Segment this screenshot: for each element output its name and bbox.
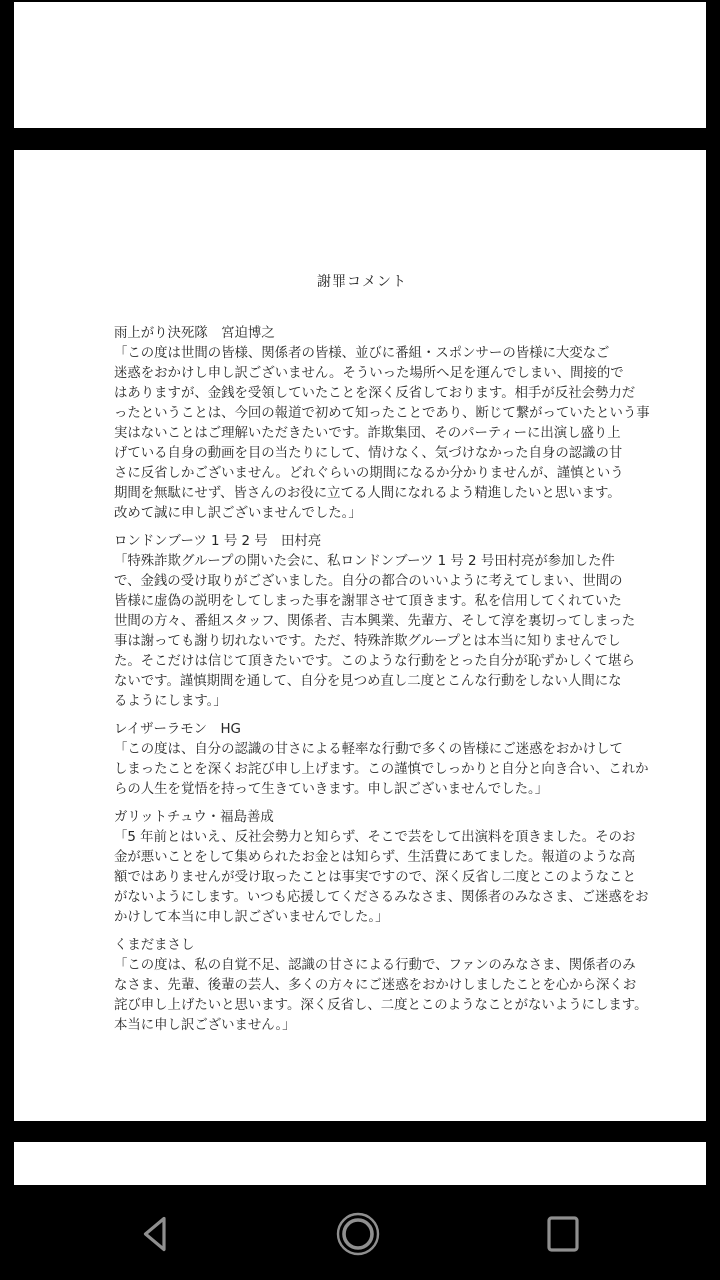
recents-button[interactable]: [535, 1206, 591, 1262]
section-line: た。そこだけは信じて頂きたいです。このような行動をとった自分が恥ずかしくて堪ら: [114, 654, 635, 669]
section-line: 世間の方々、番組スタッフ、関係者、吉本興業、先輩方、そして淳を裏切ってしまった: [114, 614, 636, 629]
pdf-page-previous[interactable]: [14, 2, 706, 128]
section-line: 期間を無駄にせず、皆さんのお役に立てる人間になれるよう精進したいと思います。: [114, 486, 621, 501]
section-line: 事は謝っても謝り切れないです。ただ、特殊詐欺グループとは本当に知りませんでし: [114, 634, 621, 649]
section-line: 「5 年前とはいえ、反社会勢力と知らず、そこで芸をして出演料を頂きました。そのお: [114, 830, 636, 845]
android-navigation-bar: [0, 1185, 720, 1280]
section-line: 改めて誠に申し訳ございませんでした。」: [114, 506, 362, 521]
section: [114, 324, 650, 524]
home-button[interactable]: [330, 1206, 386, 1262]
section: [114, 720, 649, 800]
section-header: レイザーラモン HG: [114, 722, 241, 737]
back-button[interactable]: [127, 1206, 183, 1262]
section: [114, 936, 648, 1036]
section-header: くまだまさし: [114, 938, 195, 953]
section-line: ったということは、今回の報道で初めて知ったことであり、断じて繋がっていたという事: [114, 406, 650, 421]
section-header: 雨上がり決死隊 宮迫博之: [114, 326, 275, 341]
section-line: 実はないことはご理解いただきたいです。詐欺集団、そのパーティーに出演し盛り上: [114, 426, 621, 441]
section-line: 詫び申し上げたいと思います。深く反省し、二度とこのようなことがないようにします。: [114, 998, 648, 1013]
recents-square-icon: [547, 1215, 579, 1253]
section-line: 「この度は、私の自覚不足、認識の甘さによる行動で、ファンのみなさま、関係者のみ: [114, 958, 636, 973]
home-circle-icon: [335, 1211, 381, 1257]
section-line: しまったことを深くお詫び申し上げます。この謹慎でしっかりと自分と向き合い、これか: [114, 762, 649, 777]
section-line: 額ではありませんが受け取ったことは事実ですので、深く反省し二度とこのようなこと: [114, 870, 636, 885]
section-line: げている自身の動画を目の当たりにして、情けなく、気づけなかった自身の認識の甘: [114, 446, 623, 461]
section-line: 金が悪いことをして集められたお金とは知らず、生活費にあてました。報道のような高: [114, 850, 636, 865]
section-header: ロンドンブーツ 1 号 2 号 田村亮: [114, 534, 322, 549]
section-line: ないです。謹慎期間を通して、自分を見つめ直し二度とこんな行動をしない人間にな: [114, 674, 622, 689]
section-line: はありますが、金銭を受領していたことを深く反省しております。相手が反社会勢力だ: [114, 386, 636, 401]
section-line: がないようにします。いつも応援してくださるみなさま、関係者のみなさま、ご迷惑をお: [114, 890, 649, 905]
document-sections: [114, 324, 650, 1036]
section: [114, 532, 636, 712]
pdf-page-next[interactable]: [14, 1142, 706, 1185]
section-line: 本当に申し訳ございません。」: [114, 1018, 296, 1033]
section-line: なさま、先輩、後輩の芸人、多くの方々にご迷惑をおかけしましたことを心から深くお: [114, 978, 637, 993]
section-line: らの人生を覚悟を持って生きていきます。申し訳ございませんでした。」: [114, 782, 549, 797]
section: [114, 808, 649, 928]
section-line: かけして本当に申し訳ございませんでした。」: [114, 910, 389, 925]
section-line: 迷惑をおかけし申し訳ございません。そういった場所へ足を運んでしまい、間接的で: [114, 366, 624, 381]
section-header: ガリットチュウ・福島善成: [114, 810, 274, 825]
section-line: 「この度は、自分の認識の甘さによる軽率な行動で多くの皆様にご迷惑をおかけして: [114, 742, 623, 757]
section-line: さに反省しかございません。どれぐらいの期間になるか分かりませんが、謹慎という: [114, 466, 624, 481]
page-title: 謝罪コメント: [317, 274, 407, 290]
document-content: [14, 150, 706, 1121]
pdf-page-current[interactable]: [14, 150, 706, 1121]
section-line: 「特殊詐欺グループの開いた会に、私ロンドンブーツ 1 号 2 号田村亮が参加した件: [114, 554, 615, 569]
section-line: 皆様に虚偽の説明をしてしまった事を謝罪させて頂きます。私を信用してくれていた: [114, 594, 622, 609]
section-line: で、金銭の受け取りがございました。自分の都合のいいように考えてしまい、世間の: [114, 574, 623, 589]
section-line: るようにします。」: [114, 694, 227, 709]
back-triangle-icon: [140, 1215, 170, 1253]
section-line: 「この度は世間の皆様、関係者の皆様、並びに番組・スポンサーの皆様に大変なご: [114, 346, 610, 361]
